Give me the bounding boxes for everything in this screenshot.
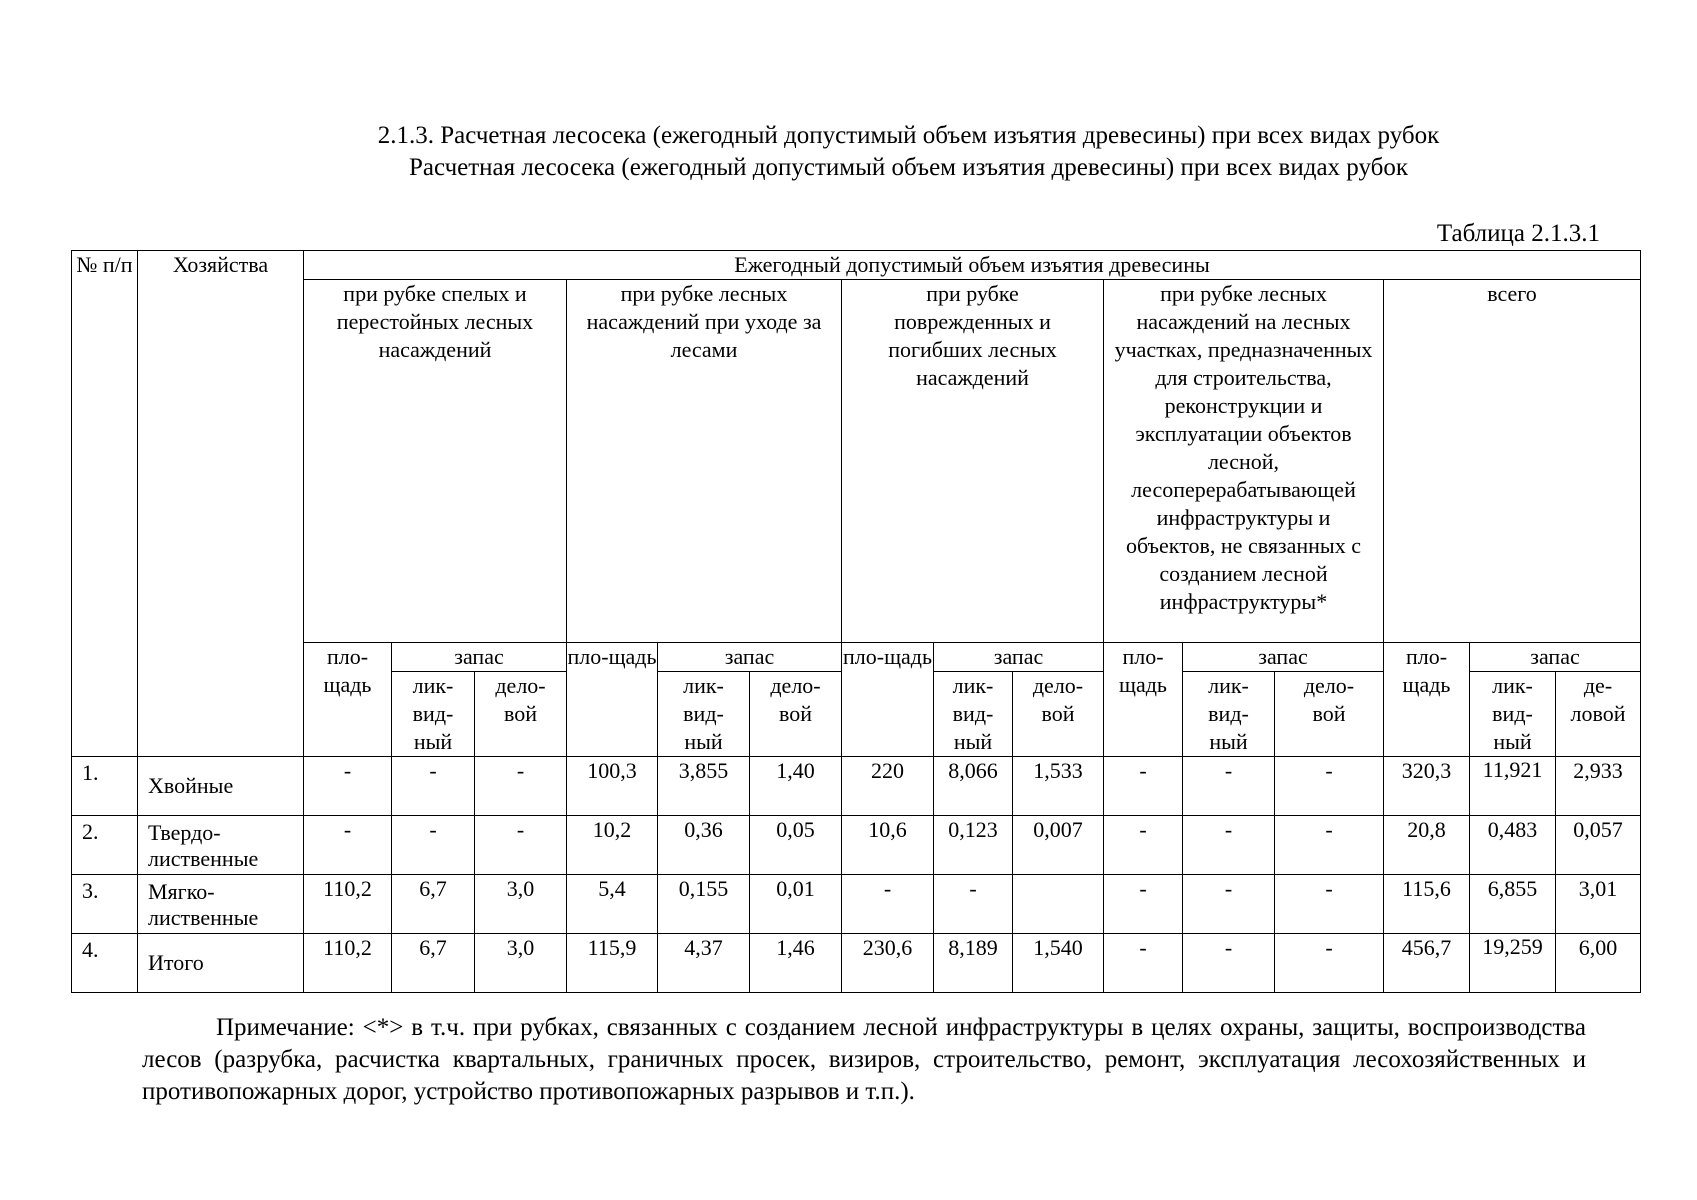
sub-header-liquid: лик-вид-ный [658, 672, 750, 757]
table-cell: 0,05 [750, 816, 842, 875]
table-cell: - [392, 757, 475, 816]
table-cell: 1,40 [750, 757, 842, 816]
sub-header-business: дело-вой [750, 672, 842, 757]
sub-header-area: пло-щадь [1384, 643, 1470, 757]
sub-header-area: пло-щадь [304, 643, 392, 757]
table-cell: 456,7 [1384, 934, 1470, 993]
table-cell: 0,483 [1470, 816, 1556, 875]
sub-header-business: дело-вой [1275, 672, 1384, 757]
table-cell: 6,855 [1470, 875, 1556, 934]
table-cell: 19,259 [1470, 934, 1556, 993]
sub-header-business: де-ловой [1556, 672, 1641, 757]
table-cell: 10,6 [842, 816, 934, 875]
group-header-damaged: при рубке поврежденных и погибших лесных насаждений [842, 280, 1104, 643]
table-row [72, 816, 1641, 875]
table-cell: 6,7 [392, 934, 475, 993]
table-cell: 230,6 [842, 934, 934, 993]
table-cell [1013, 875, 1104, 934]
sub-header-liquid: лик-вид-ный [392, 672, 475, 757]
sub-header-liquid: лик-вид-ный [934, 672, 1013, 757]
sub-header-liquid: лик-вид-ный [1183, 672, 1275, 757]
sub-header-area: пло-щадь [842, 643, 934, 757]
table-cell: 1,46 [750, 934, 842, 993]
table-cell: 6,7 [392, 875, 475, 934]
table-number: Таблица 2.1.3.1 [1436, 220, 1600, 247]
table-cell: - [1183, 934, 1275, 993]
table-cell: 8,189 [934, 934, 1013, 993]
sub-header-area: пло-щадь [1104, 643, 1183, 757]
group-header-total: всего [1384, 280, 1641, 643]
table-cell: 0,155 [658, 875, 750, 934]
row-number: 3. [72, 875, 138, 934]
top-header: Ежегодный допустимый объем изъятия древесины [304, 251, 1641, 280]
row-name: Итого [138, 934, 304, 993]
footnote [142, 1012, 1586, 1108]
table-cell: 11,921 [1470, 757, 1556, 816]
table-cell: - [1275, 934, 1384, 993]
sub-header-stock: запас [1183, 643, 1384, 672]
table-cell: 3,0 [475, 875, 567, 934]
table-row [72, 934, 1641, 993]
table-cell: - [392, 816, 475, 875]
table-cell: - [304, 816, 392, 875]
table-cell: 5,4 [567, 875, 658, 934]
sub-header-stock: запас [392, 643, 567, 672]
table-cell: - [1104, 757, 1183, 816]
table-title: Расчетная лесосека (ежегодный допустимый объем изъятия древесины) при всех видах рубок [408, 154, 1409, 181]
sub-header-business: дело-вой [1013, 672, 1104, 757]
table-cell: 2,933 [1556, 757, 1641, 816]
table-cell: 0,007 [1013, 816, 1104, 875]
table-cell: - [1275, 816, 1384, 875]
group-header-mature: при рубке спелых и перестойных лесных насаждений [304, 280, 567, 643]
table-cell: - [475, 757, 567, 816]
table-cell: 100,3 [567, 757, 658, 816]
sub-header-stock: запас [658, 643, 842, 672]
table-cell: 4,37 [658, 934, 750, 993]
row-number: 2. [72, 816, 138, 875]
table-row [72, 875, 1641, 934]
sub-header-liquid: лик-вид-ный [1470, 672, 1556, 757]
row-number: 4. [72, 934, 138, 993]
table-cell: 110,2 [304, 875, 392, 934]
table-cell: - [475, 816, 567, 875]
table-cell: 320,3 [1384, 757, 1470, 816]
table-cell: 10,2 [567, 816, 658, 875]
table-cell: - [1183, 875, 1275, 934]
table-cell: - [1104, 875, 1183, 934]
table-cell: 1,540 [1013, 934, 1104, 993]
table-cell: 115,9 [567, 934, 658, 993]
group-header-construction: при рубке лесных насаждений на лесных участках, предназначенных для строительства, реконструкции и эксплуатации объектов лесной, лесоперерабатывающей инфраструктуры и объектов, не связанных с созданием лесной инфраструктуры* [1104, 280, 1384, 643]
table-cell: 3,0 [475, 934, 567, 993]
section-heading: 2.1.3. Расчетная лесосека (ежегодный допустимый объем изъятия древесины) при всех видах рубок [377, 122, 1440, 149]
row-name: Мягко-лиственные [138, 875, 304, 934]
sub-header-business: дело-вой [475, 672, 567, 757]
table-cell: 220 [842, 757, 934, 816]
table-cell: - [1275, 757, 1384, 816]
table-cell: - [1183, 757, 1275, 816]
table-cell: - [1183, 816, 1275, 875]
table-cell: 8,066 [934, 757, 1013, 816]
col-header-name: Хозяйства [138, 251, 304, 757]
sub-header-stock: запас [934, 643, 1104, 672]
row-name: Хвойные [138, 757, 304, 816]
row-name: Твердо-лиственные [138, 816, 304, 875]
table-cell: 20,8 [1384, 816, 1470, 875]
table-cell: 0,01 [750, 875, 842, 934]
table-cell: - [1104, 816, 1183, 875]
table-cell: 0,057 [1556, 816, 1641, 875]
table-cell: 110,2 [304, 934, 392, 993]
harvest-table [71, 250, 1641, 993]
table-cell: - [1275, 875, 1384, 934]
table-cell: 115,6 [1384, 875, 1470, 934]
table-row [72, 757, 1641, 816]
table-cell: 1,533 [1013, 757, 1104, 816]
table-cell: 3,01 [1556, 875, 1641, 934]
table-cell: 6,00 [1556, 934, 1641, 993]
sub-header-area: пло-щадь [567, 643, 658, 757]
col-header-num: № п/п [72, 251, 138, 757]
table-cell: - [304, 757, 392, 816]
table-cell: 0,36 [658, 816, 750, 875]
group-header-care: при рубке лесных насаждений при уходе за лесами [567, 280, 842, 643]
row-number: 1. [72, 757, 138, 816]
sub-header-stock: запас [1470, 643, 1641, 672]
table-cell: - [934, 875, 1013, 934]
table-cell: - [842, 875, 934, 934]
footnote-text: Примечание: <*> в т.ч. при рубках, связанных с созданием лесной инфраструктуры в целях охраны, защиты, воспроизводства лесов (разрубка, расчистка квартальных, граничных просек, визиров, строительство, ремонт, эксплуатация лесохозяйственных и противопожарных дорог, устройство противопожарных разрывов и т.п.). [142, 1014, 1586, 1105]
table-cell: 0,123 [934, 816, 1013, 875]
table-cell: 3,855 [658, 757, 750, 816]
table-cell: - [1104, 934, 1183, 993]
